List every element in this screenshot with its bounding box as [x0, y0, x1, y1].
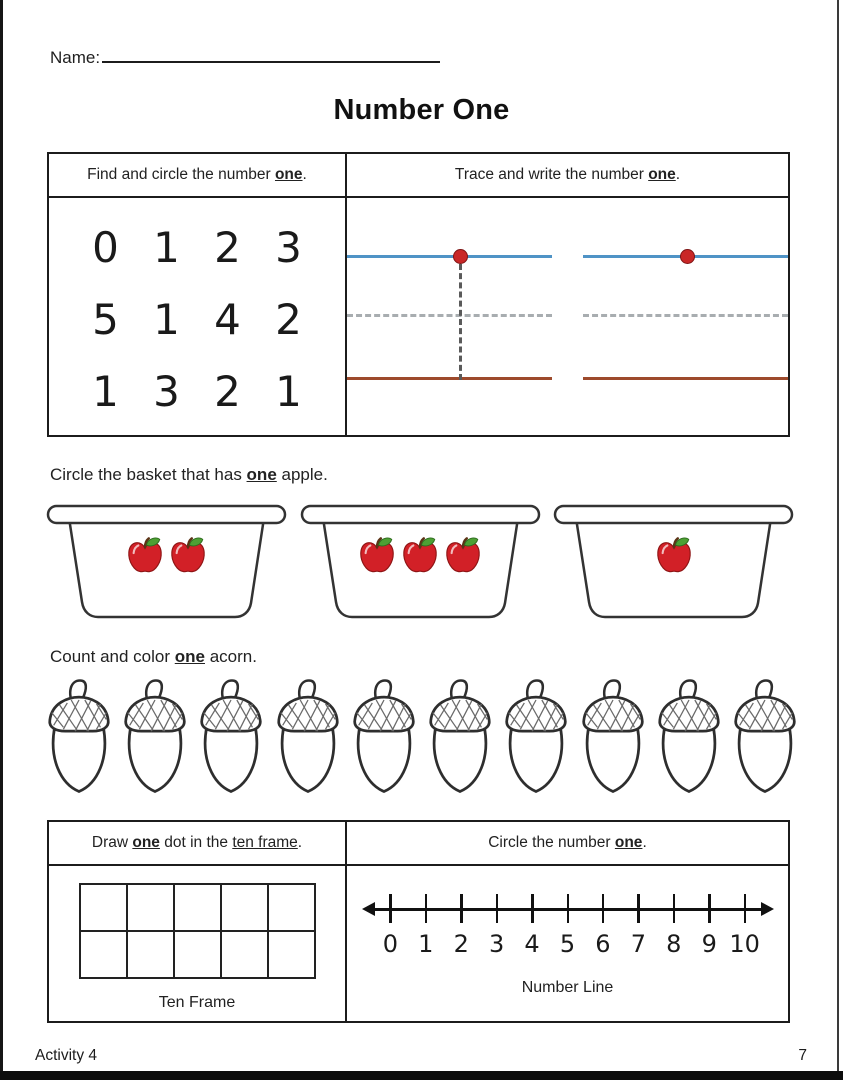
number-line-label: 8	[666, 930, 682, 958]
ten-frame-cell	[268, 884, 315, 931]
apple-icon	[401, 535, 439, 575]
trace-segment-2	[583, 198, 788, 435]
page-number: 7	[798, 1047, 807, 1064]
grid-number: 2	[214, 223, 241, 273]
number-line-tick	[602, 894, 605, 923]
grid-number: 3	[153, 366, 180, 416]
number-line-label: 2	[453, 930, 469, 958]
number-line-tick	[673, 894, 676, 923]
number-line-tick	[744, 894, 747, 923]
acorn-icon	[118, 676, 192, 798]
number-line-tick	[425, 894, 428, 923]
number-line-tick	[531, 894, 534, 923]
apple-icon	[126, 535, 164, 575]
trace-start-dot	[453, 249, 468, 264]
trace-start-dot	[680, 249, 695, 264]
acorns-instruction: Count and color one acorn.	[50, 647, 257, 666]
number-line-label: 3	[488, 930, 505, 958]
grid-number: 2	[214, 366, 241, 416]
acorn-icon	[194, 676, 268, 798]
apple-icon	[358, 535, 396, 575]
ten-frame-cell	[80, 884, 127, 931]
apple-icon	[169, 535, 207, 575]
baskets-instruction: Circle the basket that has one apple.	[50, 465, 328, 484]
tenframe-numberline-table	[47, 820, 790, 1023]
acorn-icon	[499, 676, 573, 798]
find-trace-table	[47, 152, 790, 437]
name-row	[50, 48, 440, 68]
grid-number: 5	[92, 294, 119, 344]
number-line-label: 10	[729, 930, 760, 958]
apple-icon	[444, 535, 482, 575]
trace-top-line	[347, 255, 552, 258]
trace-bottom-line	[347, 377, 552, 380]
acorn-icon	[728, 676, 802, 798]
baskets-row	[45, 502, 795, 626]
acorns-row	[42, 676, 802, 798]
basket-3	[552, 502, 795, 626]
number-line-label: 5	[559, 930, 576, 958]
ten-frame-cell	[221, 931, 268, 978]
trace-header: Trace and write the number one.	[454, 166, 681, 183]
acorn-icon	[347, 676, 421, 798]
number-line-label: 9	[701, 930, 717, 958]
tenframe-numberline-body-row	[49, 866, 788, 1021]
name-label: Name:	[50, 48, 101, 67]
number-line-label: 4	[524, 930, 540, 958]
number-line-tick	[637, 894, 640, 923]
number-line-tick	[496, 894, 499, 923]
trace-mid-line	[583, 314, 788, 317]
ten-frame-grid	[79, 883, 316, 979]
apple-icon	[655, 535, 693, 575]
grid-number: 4	[214, 294, 241, 344]
number-line-header: Circle the number one.	[488, 834, 647, 851]
ten-frame-cell	[80, 931, 127, 978]
trace-segment-1	[347, 198, 552, 435]
grid-number: 2	[275, 294, 302, 344]
page-bottom-edge	[0, 1071, 843, 1080]
trace-cell	[347, 198, 788, 435]
ten-frame-cell	[127, 884, 174, 931]
number-line-label: 7	[630, 930, 646, 958]
basket-1	[45, 502, 288, 626]
ten-frame-cell	[268, 931, 315, 978]
trace-number-one-guide	[459, 264, 462, 380]
ten-frame-header: Draw one dot in the ten frame.	[49, 822, 347, 864]
number-line-label: 0	[382, 930, 398, 958]
name-blank-line	[102, 49, 440, 63]
trace-mid-line	[347, 314, 552, 317]
ten-frame-cell	[49, 866, 347, 1021]
basket-2	[299, 502, 542, 626]
grid-number: 0	[92, 223, 119, 273]
grid-number: 1	[153, 294, 180, 344]
ten-frame-cell	[174, 931, 221, 978]
find-grid-cell	[49, 198, 347, 435]
acorn-icon	[42, 676, 116, 798]
number-line-tick	[708, 894, 711, 923]
ten-frame-cell	[174, 884, 221, 931]
number-line-label: 1	[418, 930, 434, 958]
tenframe-numberline-header-row	[49, 822, 788, 866]
basket-apples	[45, 535, 288, 575]
acorn-icon	[423, 676, 497, 798]
grid-number: 1	[153, 223, 180, 273]
scan-edge-left	[0, 0, 3, 1080]
basket-apples	[552, 535, 795, 575]
number-line-tick	[567, 894, 570, 923]
find-trace-body-row	[49, 198, 788, 435]
acorn-icon	[271, 676, 345, 798]
page-title: Number One	[333, 94, 510, 126]
trace-bottom-line	[583, 377, 788, 380]
number-line	[362, 892, 774, 964]
grid-number: 3	[275, 223, 302, 273]
grid-number: 1	[275, 366, 302, 416]
trace-panel	[347, 198, 788, 435]
number-line-cell	[347, 866, 788, 1021]
activity-label: Activity 4	[35, 1047, 98, 1064]
scan-edge-right	[837, 0, 839, 1074]
number-line-caption: Number Line	[521, 979, 614, 996]
ten-frame-cell	[221, 884, 268, 931]
find-trace-header-row	[49, 154, 788, 198]
find-grid	[49, 198, 345, 435]
basket-apples	[299, 535, 542, 575]
number-line-tick	[389, 894, 392, 923]
acorn-icon	[652, 676, 726, 798]
acorn-icon	[576, 676, 650, 798]
ten-frame-cell	[127, 931, 174, 978]
grid-number: 1	[92, 366, 119, 416]
find-header: Find and circle the number one.	[49, 154, 347, 196]
ten-frame-caption: Ten Frame	[158, 994, 236, 1011]
number-line-tick	[460, 894, 463, 923]
number-line-label: 6	[595, 930, 611, 958]
